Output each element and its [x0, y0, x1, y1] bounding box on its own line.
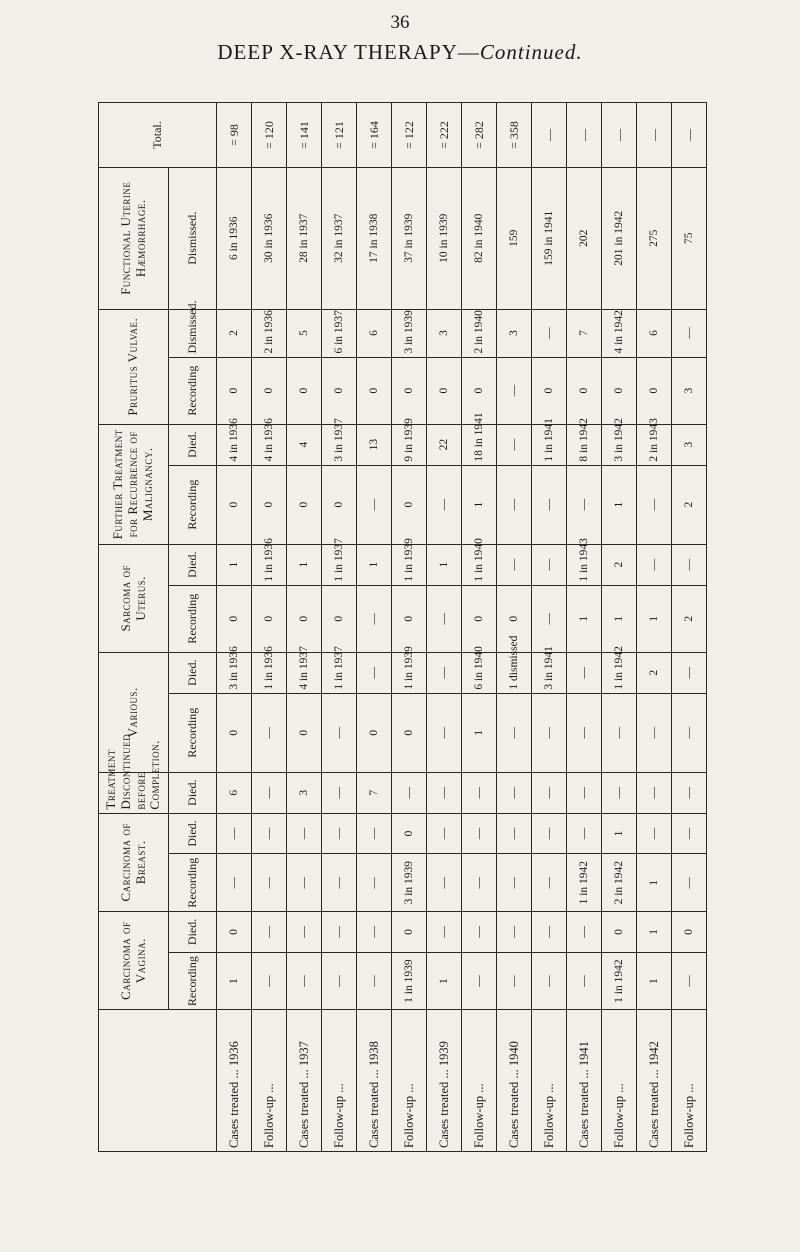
table-cell: 8 in 1942	[567, 424, 602, 465]
sub-header: Recording	[169, 585, 217, 652]
total-cell: —	[567, 103, 602, 168]
table-cell: —	[252, 911, 287, 952]
sub-header: Died.	[169, 772, 217, 813]
table-row	[287, 103, 322, 1152]
table-cell: 7	[357, 772, 392, 813]
total-cell: = 141	[287, 103, 322, 168]
table-cell: —	[322, 693, 357, 772]
group-header: Pruritus Vulvae.	[99, 309, 169, 424]
table-cell: 1	[462, 465, 497, 544]
table-cell: —	[357, 952, 392, 1010]
table-cell: —	[357, 465, 392, 544]
table-cell: —	[287, 813, 322, 854]
table-cell: —	[217, 854, 252, 912]
table-cell: 0	[287, 693, 322, 772]
table-cell: 13	[357, 424, 392, 465]
table-cell: —	[427, 465, 462, 544]
table-cell: 0	[287, 465, 322, 544]
table-cell: —	[532, 952, 567, 1010]
table-cell: 4 in 1936	[217, 424, 252, 465]
table-cell: —	[427, 854, 462, 912]
table-cell: 0	[462, 585, 497, 652]
table-cell: 2	[602, 544, 637, 585]
table-cell: —	[637, 772, 672, 813]
row-label: Cases treated ... 1938	[357, 1010, 392, 1152]
table-cell: 1 in 1937	[322, 544, 357, 585]
table-cell: —	[497, 465, 532, 544]
table-cell: 1	[357, 544, 392, 585]
sub-header: Recording	[169, 693, 217, 772]
table-cell: —	[462, 854, 497, 912]
table-cell: —	[532, 693, 567, 772]
table-cell: 0	[357, 693, 392, 772]
table-cell: —	[357, 585, 392, 652]
row-label: Cases treated ... 1942	[637, 1010, 672, 1152]
table-cell: 3 in 1941	[532, 652, 567, 693]
table-cell: —	[567, 911, 602, 952]
table-cell: —	[637, 544, 672, 585]
table-cell: —	[287, 854, 322, 912]
table-cell: —	[357, 911, 392, 952]
total-cell: —	[637, 103, 672, 168]
table-cell: 1 in 1942	[602, 652, 637, 693]
table-cell: —	[637, 813, 672, 854]
row-label: Follow-up ...	[462, 1010, 497, 1152]
sub-header: Died.	[169, 424, 217, 465]
table-cell: 0	[322, 357, 357, 424]
table-cell: 1	[637, 854, 672, 912]
table-cell: 0	[357, 357, 392, 424]
table-row	[462, 103, 497, 1152]
table-cell: 1	[637, 911, 672, 952]
table-cell: —	[532, 585, 567, 652]
table-cell: —	[462, 911, 497, 952]
heading-main: DEEP X-RAY THERAPY—	[217, 40, 480, 64]
row-label: Follow-up ...	[532, 1010, 567, 1152]
table-cell: 2	[217, 309, 252, 357]
table-cell: —	[497, 813, 532, 854]
table-cell: 0	[567, 357, 602, 424]
table-cell: 0	[602, 911, 637, 952]
table-cell: —	[427, 585, 462, 652]
row-label: Cases treated ... 1936	[217, 1010, 252, 1152]
table-cell: —	[357, 813, 392, 854]
total-cell: = 164	[357, 103, 392, 168]
table-cell: 0	[217, 585, 252, 652]
table-cell: —	[252, 952, 287, 1010]
table-cell: 3	[287, 772, 322, 813]
table-cell: 0	[217, 465, 252, 544]
table-cell: 1	[427, 952, 462, 1010]
table-cell: —	[392, 772, 427, 813]
table-cell: 1 in 1941	[532, 424, 567, 465]
total-cell: = 222	[427, 103, 462, 168]
sub-header: Died.	[169, 544, 217, 585]
row-label: Cases treated ... 1939	[427, 1010, 462, 1152]
sub-header: Recording	[169, 854, 217, 912]
table-cell: 6 in 1936	[217, 167, 252, 309]
table-cell: 0	[392, 693, 427, 772]
table-cell: 3 in 1942	[602, 424, 637, 465]
row-label: Cases treated ... 1937	[287, 1010, 322, 1152]
table-cell: 3	[497, 309, 532, 357]
table-cell: 0	[462, 357, 497, 424]
table-cell: 0	[322, 585, 357, 652]
table-cell: 1	[637, 585, 672, 652]
table-cell: 28 in 1937	[287, 167, 322, 309]
table-row	[637, 103, 672, 1152]
sub-header: Died.	[169, 911, 217, 952]
table-cell: 37 in 1939	[392, 167, 427, 309]
table-cell: —	[217, 813, 252, 854]
sub-header: Recording	[169, 465, 217, 544]
page-heading	[0, 40, 800, 65]
table-cell: 10 in 1939	[427, 167, 462, 309]
table-cell: —	[497, 544, 532, 585]
table-row	[252, 103, 287, 1152]
table-cell: 2 in 1943	[637, 424, 672, 465]
table-cell: 6	[637, 309, 672, 357]
table-cell: 32 in 1937	[322, 167, 357, 309]
table-cell: 0	[532, 357, 567, 424]
total-cell: = 120	[252, 103, 287, 168]
table-cell: 202	[567, 167, 602, 309]
table-cell: 159 in 1941	[532, 167, 567, 309]
table-cell: 0	[672, 911, 707, 952]
table-cell: —	[252, 813, 287, 854]
group-header: Carcinoma of Vagina.	[99, 911, 169, 1009]
table-cell: 75	[672, 167, 707, 309]
table-cell: 201 in 1942	[602, 167, 637, 309]
table-cell: 4 in 1942	[602, 309, 637, 357]
row-label: Cases treated ... 1940	[497, 1010, 532, 1152]
table-cell: 0	[392, 585, 427, 652]
table-cell: 0	[427, 357, 462, 424]
table-cell: 1	[287, 544, 322, 585]
table-cell: 0	[637, 357, 672, 424]
table-cell: 0	[252, 465, 287, 544]
table-cell: —	[567, 652, 602, 693]
table-cell: 2 in 1940	[462, 309, 497, 357]
page-number: 36	[390, 12, 410, 33]
table-cell: 0	[217, 693, 252, 772]
table-cell: —	[287, 911, 322, 952]
table-row	[217, 103, 252, 1152]
table-cell: 3	[672, 357, 707, 424]
table-cell: —	[567, 465, 602, 544]
table-cell: —	[602, 693, 637, 772]
table-cell: 1 dismissed	[497, 652, 532, 693]
table-cell: 0	[217, 357, 252, 424]
table-cell: —	[357, 652, 392, 693]
row-label: Follow-up ...	[602, 1010, 637, 1152]
table-row	[392, 103, 427, 1152]
sub-header: Died.	[169, 813, 217, 854]
row-label: Cases treated ... 1941	[567, 1010, 602, 1152]
total-cell: = 358	[497, 103, 532, 168]
group-header: Functional Uterine Hæmorrhage.	[99, 167, 169, 309]
total-cell: —	[672, 103, 707, 168]
table-cell: 0	[392, 357, 427, 424]
table-cell: 1	[427, 544, 462, 585]
table-cell: 1	[602, 585, 637, 652]
table-cell: 0	[252, 357, 287, 424]
table-cell: 1 in 1936	[252, 544, 287, 585]
sub-header: Dismissed.	[169, 167, 217, 309]
table-cell: 1 in 1939	[392, 952, 427, 1010]
table-cell: 3 in 1936	[217, 652, 252, 693]
table-cell: 9 in 1939	[392, 424, 427, 465]
table-cell: —	[672, 772, 707, 813]
table-cell: 1 in 1942	[567, 854, 602, 912]
heading-continued: Continued.	[479, 40, 583, 64]
table-cell: —	[427, 772, 462, 813]
sub-header: Dismissed.	[169, 309, 217, 357]
table-cell: —	[672, 544, 707, 585]
table-cell: —	[637, 465, 672, 544]
table-cell: —	[252, 693, 287, 772]
table-cell: —	[532, 309, 567, 357]
table-cell: 0	[217, 911, 252, 952]
sub-header: Recording	[169, 357, 217, 424]
table-cell: —	[567, 693, 602, 772]
table-cell: —	[427, 911, 462, 952]
table-cell: 1	[602, 813, 637, 854]
table-cell: 4 in 1936	[252, 424, 287, 465]
table-cell: 6	[217, 772, 252, 813]
table-cell: 6 in 1940	[462, 652, 497, 693]
table-cell: —	[672, 309, 707, 357]
table-cell: 1	[217, 544, 252, 585]
table-row	[567, 103, 602, 1152]
table-cell: 30 in 1936	[252, 167, 287, 309]
table-cell: 5	[287, 309, 322, 357]
table-cell: —	[672, 693, 707, 772]
table-cell: —	[567, 952, 602, 1010]
table-cell: 1	[462, 693, 497, 772]
total-cell: = 98	[217, 103, 252, 168]
table-cell: 0	[287, 357, 322, 424]
group-header: Carcinoma of Breast.	[99, 813, 169, 911]
table-cell: 18 in 1941	[462, 424, 497, 465]
results-table	[98, 102, 707, 1152]
table-cell: 1 in 1939	[392, 544, 427, 585]
table-cell: 2	[637, 652, 672, 693]
rotated-table-frame	[98, 102, 738, 1152]
table-row	[602, 103, 637, 1152]
table-cell: 2 in 1936	[252, 309, 287, 357]
table-cell: —	[567, 772, 602, 813]
table-cell: 159	[497, 167, 532, 309]
table-cell: —	[427, 693, 462, 772]
table-cell: —	[497, 772, 532, 813]
table-cell: 17 in 1938	[357, 167, 392, 309]
table-cell: 2 in 1942	[602, 854, 637, 912]
table-cell: —	[287, 952, 322, 1010]
table-cell: 1 in 1937	[322, 652, 357, 693]
table-cell: 0	[392, 911, 427, 952]
table-cell: 3 in 1937	[322, 424, 357, 465]
table-cell: 0	[287, 585, 322, 652]
table-cell: 1 in 1936	[252, 652, 287, 693]
table-cell: 1	[567, 585, 602, 652]
table-row	[427, 103, 462, 1152]
group-header: Various.	[99, 652, 169, 772]
table-cell: —	[532, 465, 567, 544]
table-cell: —	[497, 357, 532, 424]
row-label: Follow-up ...	[392, 1010, 427, 1152]
table-cell: —	[567, 813, 602, 854]
total-header: Total.	[99, 103, 217, 168]
total-cell: —	[532, 103, 567, 168]
table-cell: —	[497, 854, 532, 912]
table-cell: 0	[497, 585, 532, 652]
table-cell: —	[462, 772, 497, 813]
table-cell: —	[602, 772, 637, 813]
table-cell: —	[357, 854, 392, 912]
row-label: Follow-up ...	[322, 1010, 357, 1152]
table-cell: 6	[357, 309, 392, 357]
table-cell: 6 in 1937	[322, 309, 357, 357]
table-cell: —	[322, 772, 357, 813]
row-label: Follow-up ...	[252, 1010, 287, 1152]
group-header: Sarcoma of Uterus.	[99, 544, 169, 652]
table-cell: —	[322, 952, 357, 1010]
table-cell: —	[532, 813, 567, 854]
total-cell: —	[602, 103, 637, 168]
table-cell: 3 in 1939	[392, 854, 427, 912]
table-cell: —	[252, 772, 287, 813]
table-cell: —	[532, 544, 567, 585]
table-cell: 4 in 1937	[287, 652, 322, 693]
table-cell: 1 in 1940	[462, 544, 497, 585]
table-cell: 0	[252, 585, 287, 652]
table-cell: —	[427, 813, 462, 854]
table-cell: —	[532, 772, 567, 813]
group-header: Further Treatment for Recurrence of Malignancy.	[99, 424, 169, 544]
table-cell: —	[497, 952, 532, 1010]
table-cell: 0	[392, 813, 427, 854]
table-cell: 1 in 1939	[392, 652, 427, 693]
table-cell: —	[497, 693, 532, 772]
table-body	[217, 103, 707, 1152]
table-row	[322, 103, 357, 1152]
sub-header: Died.	[169, 652, 217, 693]
table-cell: —	[672, 813, 707, 854]
table-cell: 7	[567, 309, 602, 357]
table-cell: 0	[322, 465, 357, 544]
table-row	[532, 103, 567, 1152]
table-cell: —	[672, 854, 707, 912]
table-row	[357, 103, 392, 1152]
table-cell: —	[322, 911, 357, 952]
table-cell: 1	[637, 952, 672, 1010]
table-cell: —	[672, 952, 707, 1010]
table-row	[672, 103, 707, 1152]
table-cell: 1	[217, 952, 252, 1010]
table-cell: —	[497, 424, 532, 465]
table-row	[497, 103, 532, 1152]
table-cell: 3	[427, 309, 462, 357]
table-cell: 82 in 1940	[462, 167, 497, 309]
total-cell: = 122	[392, 103, 427, 168]
table-cell: —	[252, 854, 287, 912]
table-cell: —	[497, 911, 532, 952]
table-cell: 3	[672, 424, 707, 465]
table-cell: 22	[427, 424, 462, 465]
corner-header	[99, 1010, 217, 1152]
table-cell: —	[427, 652, 462, 693]
table-cell: 2	[672, 465, 707, 544]
total-cell: = 121	[322, 103, 357, 168]
table-cell: —	[462, 952, 497, 1010]
table-cell: —	[532, 854, 567, 912]
table-cell: 1 in 1942	[602, 952, 637, 1010]
total-cell: = 282	[462, 103, 497, 168]
sub-header: Recording	[169, 952, 217, 1010]
table-cell: 0	[392, 465, 427, 544]
group-header: Treatment Discontinued before Completion.	[99, 772, 169, 813]
table-cell: —	[637, 693, 672, 772]
table-cell: 2	[672, 585, 707, 652]
row-label: Follow-up ...	[672, 1010, 707, 1152]
table-cell: 0	[602, 357, 637, 424]
table-cell: —	[462, 813, 497, 854]
table-cell: —	[532, 911, 567, 952]
table-cell: 4	[287, 424, 322, 465]
table-cell: 275	[637, 167, 672, 309]
table-cell: —	[322, 813, 357, 854]
table-cell: 3 in 1939	[392, 309, 427, 357]
table-cell: 1	[602, 465, 637, 544]
table-cell: —	[672, 652, 707, 693]
table-cell: —	[322, 854, 357, 912]
table-cell: 1 in 1943	[567, 544, 602, 585]
